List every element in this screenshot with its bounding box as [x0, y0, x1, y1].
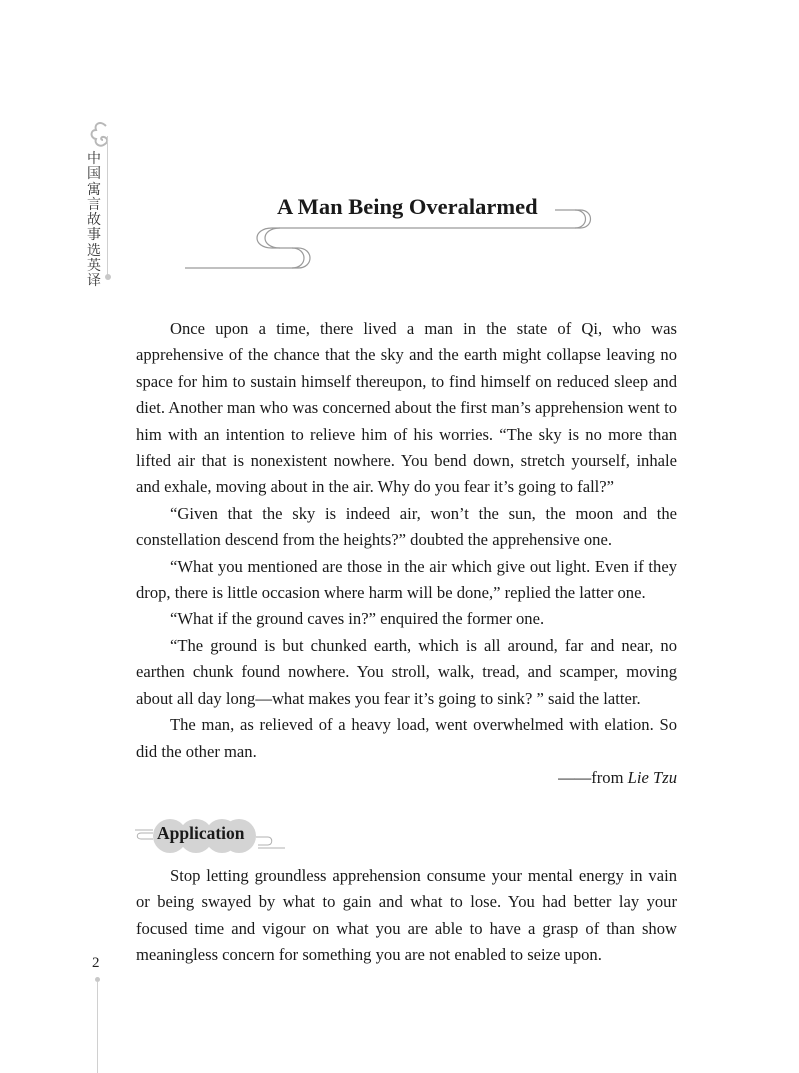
series-char: 选 [87, 242, 101, 259]
paragraph: Stop letting groundless apprehension consume your mental energy in vain or being swayed by what to gain and what to lose. You had better lay your focused time and vigour on what you are able to have a grasp of than show meaningless concern for something you are not enabled to seize upon. [136, 866, 677, 965]
series-char: 译 [87, 273, 101, 290]
cloud-scroll-ornament-icon [180, 200, 600, 280]
source-title: Lie Tzu [627, 767, 677, 787]
side-dot [105, 274, 111, 280]
series-char: 事 [87, 227, 101, 244]
page-title: A Man Being Overalarmed [277, 194, 538, 219]
paragraph: “What you mentioned are those in the air which give out light. Even if they drop, there is little occasion where harm will be done,” replied the latter one. [136, 556, 677, 603]
series-char: 故 [87, 212, 101, 229]
footer-rule [97, 982, 98, 1073]
book-series-title [86, 152, 102, 290]
page-number: 2 [92, 955, 100, 971]
series-char: 中 [87, 151, 101, 167]
source-prefix: ——from [558, 767, 628, 787]
series-char: 英 [87, 258, 101, 275]
story-text [136, 316, 677, 791]
paragraph: “The ground is but chunked earth, which is all around, far and near, no earthen chunk found nowhere. You stroll, walk, tread, and scamper, moving about all day long—what makes you fear it’s going to sink? ” said the latter. [136, 635, 677, 708]
paragraph: “What if the ground caves in?” enquired the former one. [170, 609, 545, 629]
side-rule [107, 136, 108, 276]
series-char: 言 [87, 196, 101, 213]
source-citation [136, 765, 677, 791]
paragraph: Once upon a time, there lived a man in the state of Qi, who was apprehensive of the chance that the sky and the earth might collapse leaving no space for him to sustain himself thereupon, to find himself on reduced sleep and diet. Another man who was concerned about the first man’s apprehension went to him with an intention to relieve him of his worries. “The sky is no more than lifted air that is nonexistent nowhere. You bend down, stretch yourself, inhale and exhale, moving about in the air. Why do you fear it’s going to fall?” [136, 319, 677, 497]
application-heading: Application [157, 823, 245, 843]
paragraph: “Given that the sky is indeed air, won’t the sun, the moon and the constellation descend from the heights?” doubted the apprehensive one. [136, 503, 677, 550]
paragraph: The man, as relieved of a heavy load, went overwhelmed with elation. So did the other man. [136, 715, 677, 761]
series-char: 寓 [87, 181, 101, 198]
series-char: 国 [87, 166, 101, 183]
application-text [136, 863, 677, 969]
